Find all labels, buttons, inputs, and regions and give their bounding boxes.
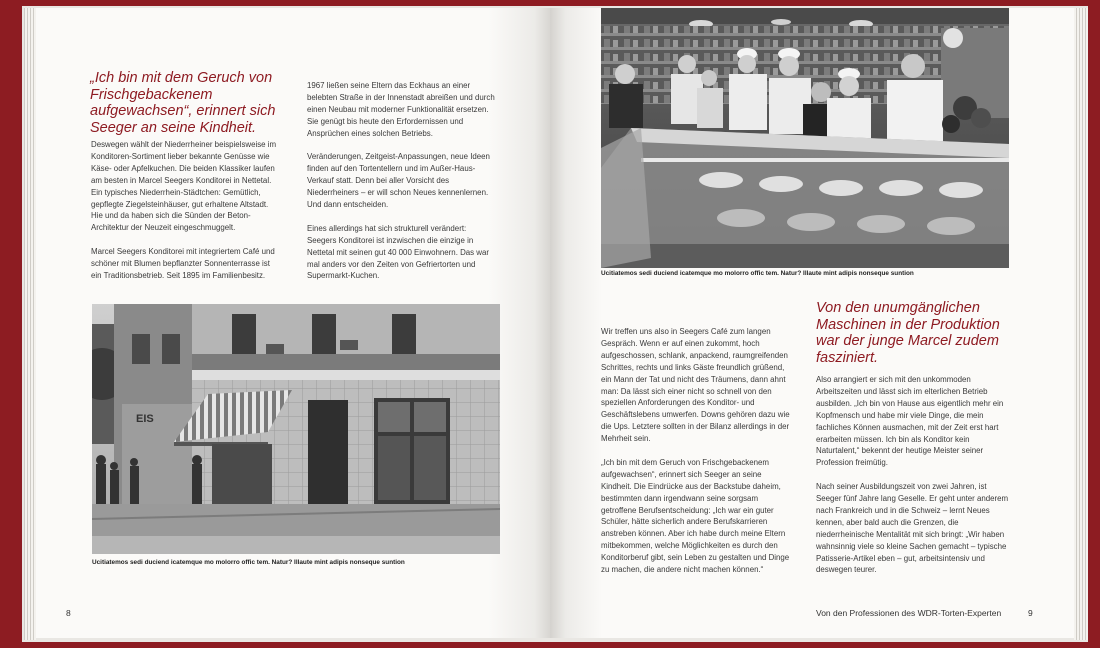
pull-quote-right: Von den unumgänglichen Maschinen in der Produktion war der junge Marcel zudem fasziniert.	[816, 300, 1000, 366]
paragraph: Wir treffen uns also in Seegers Café zum langen Gespräch. Wenn er auf einen zukommt, hoch aufgeschossen, schlank, anpackend, raumgreifenden Schrittes, rechts und links Gäste freundlich grüßend, ein Mann der Tat und nicht des Träumens, dann ahnt man: Da lässt sich einer nicht so schnell von den speziellen Anforderungen des Konditor- und Geschäftslebens umwerfen. Downs gehören dazu wie die Ups. Letztere sollten in der Bilanz allerdings in der Mehrheit sein.	[601, 327, 790, 444]
left-column-2	[307, 80, 497, 294]
photo-caption-left: Ucitiatemos sedi duciend icatemque mo molorro offic tem. Natur? Illaute mint adipis nonseque suntion	[92, 559, 405, 566]
pull-quote-left	[90, 70, 280, 136]
pull-quote-left-part1: „Ich bin mit dem Geruch von Frischgebackenem aufgewachsen“,	[90, 70, 273, 119]
eis-sign: EIS	[136, 413, 154, 425]
bakery-counter-photo	[601, 8, 1009, 268]
right-column-1	[601, 326, 793, 588]
left-page	[36, 8, 550, 638]
right-page	[550, 8, 1074, 638]
paragraph: Eines allerdings hat sich strukturell verändert: Seegers Konditorei ist inzwischen die einzige in Nettetal mit seinen gut 40 000 Einwohnern. Das war mal anders vor den Zeiten von Gefriertorten und Supermarkt-Kuchen.	[307, 223, 490, 281]
page-number-right: 9	[1028, 608, 1033, 618]
paragraph: 1967 ließen seine Eltern das Eckhaus an einer belebten Straße in der Innenstadt abreißen und durch einen Neubau mit moderner Funktionalität ersetzen. Sie genügt bis heute den Erfordernissen und Ansprüchen eines solchen Betriebs.	[307, 81, 495, 138]
storefront-photo	[92, 304, 500, 554]
page-edges-left	[24, 8, 36, 640]
left-column-1	[91, 139, 281, 294]
paragraph: Marcel Seegers Konditorei mit integriertem Café und schöner mit Blumen bepflanzter Sonnenterrasse ist ein Traditionsbetrieb. Seit 1895 im Familienbesitz.	[91, 247, 275, 280]
paragraph: Nach seiner Ausbildungszeit von zwei Jahren, ist Seeger fünf Jahre lang Geselle. Er geht unter anderem nach Frankreich und in die Schweiz – lernt Neues kennen, aber bald auch die Grenzen, die niederrheinische Mentalität mit sich bringt: „Wir haben wahnsinnig viele so kleine Sachen gemacht – typische Patisserie-Artikel eben – gut, arbeitsintensiv und deswegen teurer.	[816, 482, 1009, 575]
pull-quote-left-part2: erinnert sich Seeger an seine Kindheit.	[90, 103, 276, 136]
paragraph: Also arrangiert er sich mit den unkommoden Arbeitszeiten und lässt sich im elterlichen Betrieb ausbilden. „Ich bin von Hause aus eigentlich mehr ein Kopfmensch und habe mir viele Dinge, die mein fachliches Können ausmachen, mit der Zeit erst hart erarbeiten müssen. Ich bin als Konditor kein Naturtalent,“ bekennt der heutige Meister seiner Profession freimütig.	[816, 375, 1004, 468]
page-number-left: 8	[66, 608, 71, 618]
paragraph: „Ich bin mit dem Geruch von Frischgebackenem aufgewachsen“, erinnert sich Seeger an seine Kindheit. Die Eindrücke aus der Backstube daheim, bestimmten dann irgendwann seine sorgsam getroffene Berufsentscheidung: „Ich war ein guter Schüler, hätte sicherlich andere Berufskarrieren anstreben können. Aber ich habe durch meine Eltern mitbekommen, welche Möglichkeiten es durch den Konditorberuf gibt, sein Leben zu gestalten und Dinge zu machen, die andere nicht machen können.“	[601, 457, 790, 575]
right-column-2	[816, 374, 1010, 588]
page-edges-right	[1074, 8, 1088, 640]
running-footer: Von den Professionen des WDR-Torten-Experten	[816, 608, 1002, 618]
photo-caption-right: Ucitiatemos sedi duciend icatemque mo molorro offic tem. Natur? Illaute mint adipis nonseque suntion	[601, 270, 914, 277]
paragraph: Veränderungen, Zeitgeist-Anpassungen, neue Ideen finden auf den Tortentellern und im Außer-Haus-Verkauf statt. Denn bei aller Vorsicht des Niederrheiners – er will schon Neues kennenlernen. Und dann entscheiden.	[307, 152, 490, 210]
paragraph: Deswegen wählt der Niederrheiner beispielsweise im Konditoren-Sortiment lieber bekannte Genüsse wie Käse- oder Apfelkuchen. Die beiden Klassiker laufen am besten in Marcel Seegers Konditorei in Nettetal. Ein typisches Niederrhein-Städtchen: Gemütlich, gepflegte Ziegelsteinhäuser, gut erhaltene Altstadt. Hie und da haben sich die Sünden der Beton-Architektur der Neuzeit eingeschmuggelt.	[91, 140, 277, 233]
